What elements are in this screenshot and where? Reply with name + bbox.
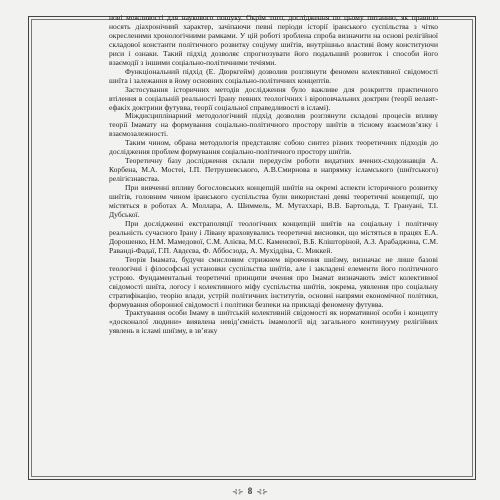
- page-footer: [0, 486, 500, 496]
- ornament-right-icon: ⊰⊱: [256, 488, 268, 496]
- paragraph: Трактування особи Імаму в шиїтській колективній свідомості як нормативної особи і концепту «досконалої людини» виявлена невід’ємність імамології від загального континууму релігійних уявлень в ісламі шиїзму, в зв’язку: [109, 308, 438, 336]
- paragraph: нові можливості для наукового пошуку. Окрім того, дослідження по цьому питанню, як правило носять діахронічний характер, зачіпаючи певні періоди історії іранського суспільства з чітко окресленими хронологічними рамками. У цій роботі зроблена спроба визначити на основі релігійної складової константи політичного розвитку соціуму шиїтів, внутрішньо властиві йому конституючи риси і ознаки. Такий підхід дозволяє спрогнозувати його подальший розвиток і способи його взаємодії з іншими соціально-політичними течіями.: [109, 13, 438, 67]
- paragraph: Застосування історичних методів дослідження було важливе для розкриття практичного втілення в соціальній реальності Ірану певних теологічних і віроповчальних доктрин (теорії велаят-ефакіх доктрини футувва, теорії соціальної справедливості в ісламі).: [109, 84, 438, 112]
- paragraph: При вивченні впливу богословських концепцій шиїтів на окремі аспекти історичного розвитку шиїтів, головним чином іранського суспільства були використані деякі теоретичні концепції, що містяться в роботах А. Моллара, А. Шиммель, М. Мутаххарі, В.В. Бартольда, Т. Грануані, Т.І. Дубської.: [109, 183, 438, 219]
- paragraph: Таким чином, обрана методологія представляє собою синтез різних теоретичних підходів до дослідження проблем формування соціально-політичного простору шиїтів.: [109, 138, 438, 157]
- body-text: [109, 14, 438, 336]
- ornament-left-icon: ⊰⊱: [232, 488, 244, 496]
- page-number: 8: [247, 486, 253, 496]
- paragraph: При дослідженні екстраполяції теологічних концепцій шиїтів на соціальну і політичну реальність сучасного Ірану і Лівану враховувались теоретичні висновки, що містяться в працях Е.А. Дорошенко, Н.М. Мамедової, С.М. Алієва, М.С. Каменєвої, В.Б. Кліштоpiной, А.З. Арабаджина, С.М. Раванді-Фадаї, Г.П. Авдєєва, Ф. Аббосзода, А. Мухіддіна, С. Миккей.: [109, 218, 438, 255]
- paragraph: Функціональний підхід (Е. Дюркгейм) дозволив розглянути феномен колективної свідомості шиїта і залежання в йому основних соціально-політичних концептів.: [109, 66, 438, 85]
- paragraph: Теорія Імамата, будучи смисловим стрижнем віровчення шиїзму, визначає не лише базові теологічні і філософські установки суспільства шиїтів, але і закладені елементи його політичного устрою. Фундаментальні теоретичні принципи вчення про Імамат визначають зміст колективної свідомості шиїта, логосу і колективного міфу суспільства шиїтів, зокрема, уявлення про соціальну стратифікацію, теорію влади, устрій політичних інститутів, основні напрями економічної політики, формування оборонної свідомості і політики безпеки на прикладі феномену футувва.: [109, 254, 438, 309]
- paragraph: Теоретичну базу дослідження склали передусім роботи видатних вчених-сходознавців А. Корбена, М.А. Мостеі, І.П. Петрушевського, А.В.Смирнова в напрямку ісламського (шиїтського) релігієзнавства.: [109, 156, 438, 184]
- paragraph: Міждисциплінарний методологічний підхід дозволив розглянути складові процесів впливу теорії Імамату на формування соціально-політичного простору шиїтів в тісному взаємозв’язку і взаємозалежності.: [109, 111, 438, 139]
